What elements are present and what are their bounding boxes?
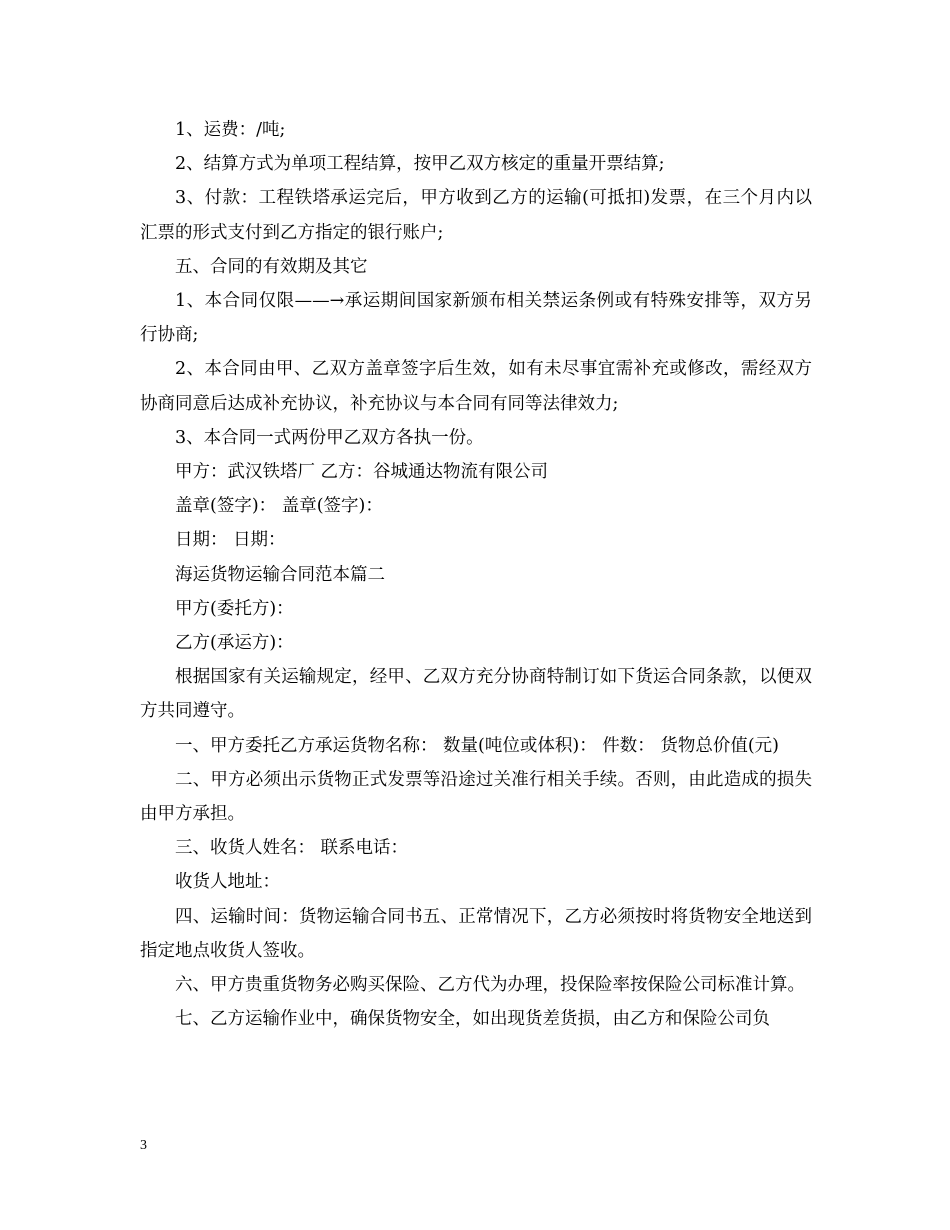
clause-three-consignee: 三、收货人姓名： 联系电话： <box>175 838 409 859</box>
parties-line: 甲方：武汉铁塔厂 乙方：谷城通达物流有限公司 <box>175 462 549 483</box>
seal-signature-line: 盖章(签字)： 盖章(签字)： <box>175 496 383 517</box>
party-a-client-line: 甲方(委托方)： <box>175 598 294 619</box>
paragraph-settlement-method: 2、结算方式为单项工程结算，按甲乙双方核定的重量开票结算; <box>175 154 665 175</box>
paragraph-preamble: 根据国家有关运输规定，经甲、乙双方充分协商特制订如下货运合同条款，以便双方共同遵守。 <box>140 667 812 722</box>
paragraph-copies: 3、本合同一式两份甲乙双方各执一份。 <box>175 427 484 448</box>
page-number: 3 <box>140 1138 147 1153</box>
paragraph-scope: 1、本合同仅限——→承运期间国家新颁布相关禁运条例或有特殊安排等，双方另行协商; <box>140 291 812 346</box>
paragraph-payment: 3、付款：工程铁塔承运完后，甲方收到乙方的运输(可抵扣)发票，在三个月内以汇票的形式支付到乙方指定的银行账户; <box>140 188 812 243</box>
clause-seven-cargo-safety: 七、乙方运输作业中，确保货物安全，如出现货差货损，由乙方和保险公司负 <box>175 1009 770 1030</box>
document-body <box>140 113 812 1036</box>
party-b-carrier-line: 乙方(承运方)： <box>175 633 294 654</box>
date-line: 日期： 日期： <box>175 530 286 551</box>
clause-two-documents: 二、甲方必须出示货物正式发票等沿途过关准行相关手续。否则，由此造成的损失由甲方承担。 <box>140 769 812 825</box>
paragraph-effectiveness: 2、本合同由甲、乙双方盖章签字后生效，如有未尽事宜需补充或修改，需经双方协商同意后达成补充协议，补充协议与本合同有同等法律效力; <box>140 359 812 414</box>
section-title-part-two: 海运货物运输合同范本篇二 <box>175 564 385 585</box>
clause-four-transport-time: 四、运输时间：货物运输合同书五、正常情况下，乙方必须按时将货物安全地送到指定地点收货人签收。 <box>140 906 812 961</box>
clause-one-goods: 一、甲方委托乙方承运货物名称： 数量(吨位或体积)： 件数： 货物总价值(元) <box>175 735 779 756</box>
clause-six-insurance: 六、甲方贵重货物务必购买保险、乙方代为办理，投保险率按保险公司标准计算。 <box>175 975 805 996</box>
section-heading-validity: 五、合同的有效期及其它 <box>175 256 368 277</box>
consignee-address-line: 收货人地址： <box>175 872 280 893</box>
paragraph-freight-rate: 1、运费：/吨; <box>175 120 286 140</box>
